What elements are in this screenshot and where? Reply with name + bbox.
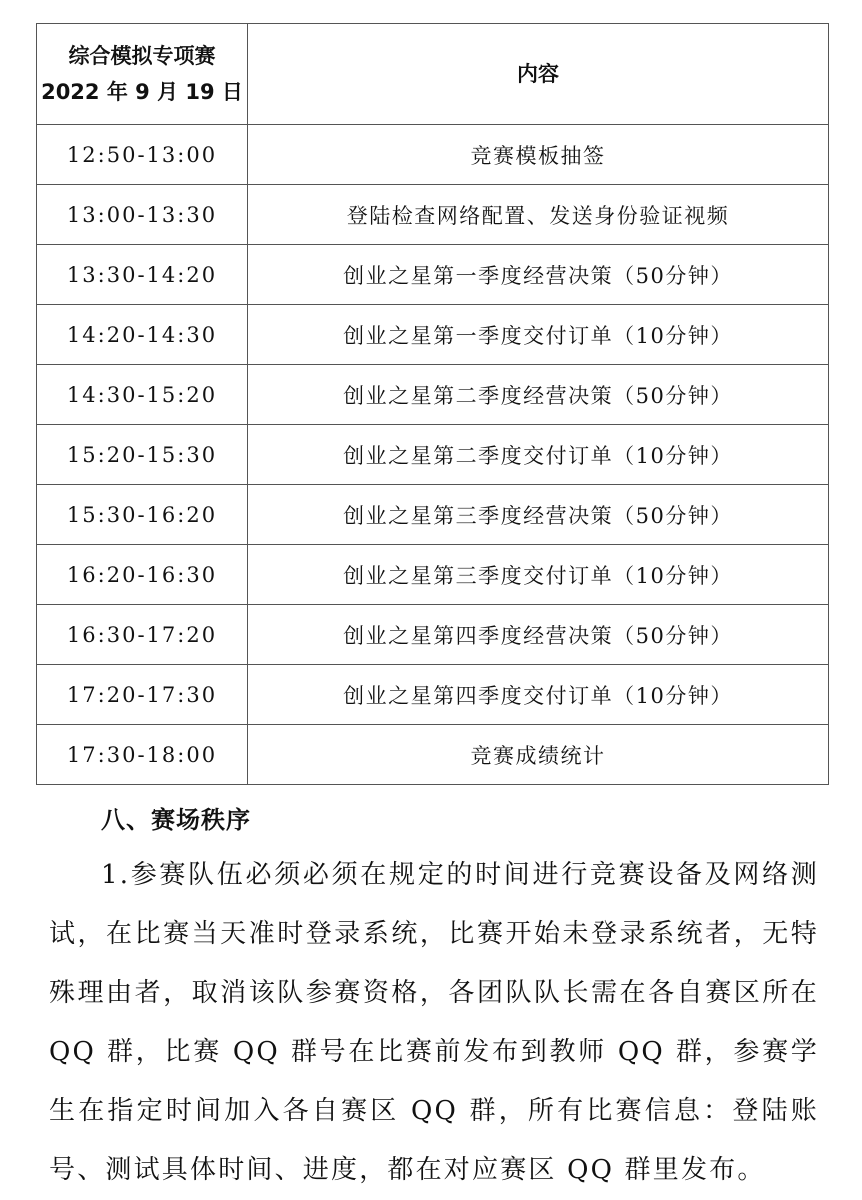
- content-cell: 创业之星第三季度交付订单（10分钟）: [248, 545, 829, 605]
- time-cell: 14:30-15:20: [37, 365, 248, 425]
- content-cell: 登陆检查网络配置、发送身份验证视频: [248, 185, 829, 245]
- table-row: [37, 365, 829, 425]
- content-cell: 创业之星第四季度交付订单（10分钟）: [248, 665, 829, 725]
- content-cell: 创业之星第二季度经营决策（50分钟）: [248, 365, 829, 425]
- time-cell: 16:20-16:30: [37, 545, 248, 605]
- table-row: [37, 245, 829, 305]
- table-row: [37, 605, 829, 665]
- content-cell: 竞赛成绩统计: [248, 725, 829, 785]
- content-cell: 创业之星第四季度经营决策（50分钟）: [248, 605, 829, 665]
- schedule-table: [36, 23, 829, 785]
- content-cell: 创业之星第一季度经营决策（50分钟）: [248, 245, 829, 305]
- table-row: [37, 485, 829, 545]
- content-cell: 创业之星第三季度经营决策（50分钟）: [248, 485, 829, 545]
- content-cell: 创业之星第二季度交付订单（10分钟）: [248, 425, 829, 485]
- table-row: [37, 125, 829, 185]
- time-header-line2: 2022 年 9 月 19 日: [41, 80, 243, 104]
- content-cell: 竞赛模板抽签: [248, 125, 829, 185]
- content-column-header: 内容: [248, 24, 829, 125]
- section-paragraph: 1.参赛队伍必须必须在规定的时间进行竞赛设备及网络测试，在比赛当天准时登录系统，比赛开始未登录系统者，无特殊理由者，取消该队参赛资格，各团队队长需在各自赛区所在 QQ 群，比赛 QQ 群号在比赛前发布到教师 QQ 群，参赛学生在指定时间加入各自赛区 QQ 群，所有比赛信息：登陆账号、测试具体时间、进度，都在对应赛区 QQ 群里发布。: [49, 860, 819, 1185]
- time-cell: 13:30-14:20: [37, 245, 248, 305]
- time-cell: 15:20-15:30: [37, 425, 248, 485]
- content-cell: 创业之星第一季度交付订单（10分钟）: [248, 305, 829, 365]
- time-cell: 17:30-18:00: [37, 725, 248, 785]
- table-row: [37, 305, 829, 365]
- time-cell: 12:50-13:00: [37, 125, 248, 185]
- table-row: [37, 425, 829, 485]
- time-header-line1: 综合模拟专项赛: [68, 44, 216, 68]
- table-row: [37, 185, 829, 245]
- table-header-row: [37, 24, 829, 125]
- time-cell: 13:00-13:30: [37, 185, 248, 245]
- time-cell: 16:30-17:20: [37, 605, 248, 665]
- table-row: [37, 725, 829, 785]
- time-cell: 14:20-14:30: [37, 305, 248, 365]
- table-row: [37, 545, 829, 605]
- section-heading: 八、赛场秩序: [101, 806, 251, 834]
- time-column-header: [37, 24, 248, 125]
- time-cell: 15:30-16:20: [37, 485, 248, 545]
- table-row: [37, 665, 829, 725]
- time-cell: 17:20-17:30: [37, 665, 248, 725]
